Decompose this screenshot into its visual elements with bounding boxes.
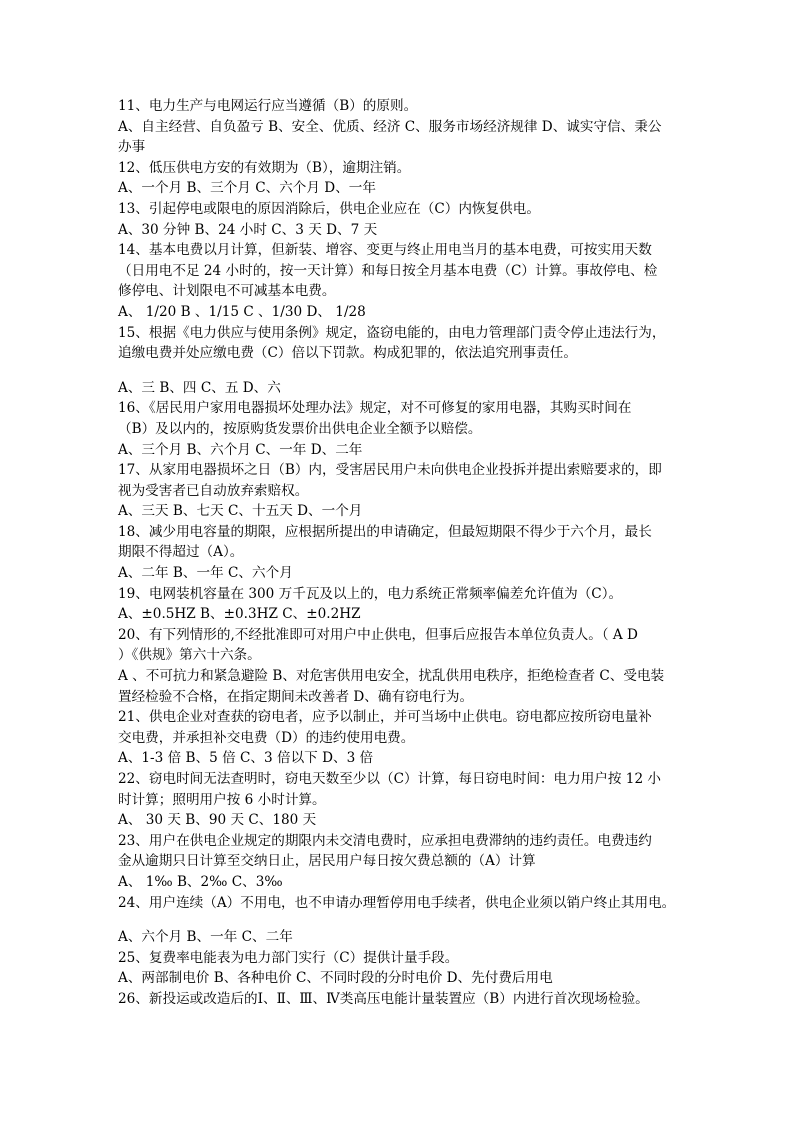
text-line: 视为受害者已自动放弃索赔权。 xyxy=(118,482,309,499)
text-line: 17、从家用电器损坏之日（B）内，受害居民用户未向供电企业投拆并提出索赔要求的，即 xyxy=(118,462,662,479)
text-line: 21、供电企业对查获的窃电者，应予以制止，并可当场中止供电。窃电都应按所窃电量补 xyxy=(118,709,652,726)
text-line: A、±0.5HZ B、±0.3HZ C、±0.2HZ xyxy=(118,606,361,623)
text-line: 交电费，并承担补交电费（D）的违约使用电费。 xyxy=(118,729,415,746)
text-line: A、一个月 B、三个月 C、六个月 D、一年 xyxy=(118,180,376,197)
text-line: 20、有下列情形的,不经批准即可对用户中止供电，但事后应报告本单位负责人。（ A D xyxy=(118,626,638,643)
text-line: 13、引起停电或限电的原因消除后，供电企业应在（C）内恢复供电。 xyxy=(118,200,540,217)
text-line: ）《供规》第六十六条。 xyxy=(118,647,261,664)
text-line: 11、电力生产与电网运行应当遵循（B）的原则。 xyxy=(118,98,418,114)
text-line: （日用电不足 24 小时的，按一天计算）和每日按全月基本电费（C）计算。事故停电、检 xyxy=(118,262,658,279)
text-line: 24、用户连续（A）不用电，也不申请办理暂停用电手续者，供电企业须以销户终止其用电。 xyxy=(118,894,676,911)
text-line: 修停电、计划限电不可减基本电费。 xyxy=(118,283,336,300)
text-line: 办事 xyxy=(118,139,146,156)
text-line: 追缴电费并处应缴电费（C）倍以下罚款。构成犯罪的，依法追究刑事责任。 xyxy=(118,345,577,362)
text-line: A、三个月 B、六个月 C、一年 D、二年 xyxy=(118,441,363,458)
text-line: 19、电网装机容量在 300 万千瓦及以上的，电力系统正常频率偏差允许值为（C）。 xyxy=(118,585,623,602)
text-line: A 、不可抗力和紧急避险 B、对危害供用电安全，扰乱供用电秩序，拒绝检查者 C、受电装 xyxy=(118,668,665,685)
text-line: A、二年 B、一年 C、六个月 xyxy=(118,565,293,582)
text-line: A、1-3 倍 B、5 倍 C、3 倍以下 D、3 倍 xyxy=(118,750,374,767)
text-line: A、自主经营、自负盈亏 B、安全、优质、经济 C、服务市场经济规律 D、诚实守信、秉公 xyxy=(118,118,662,135)
text-line: 置经检验不合格，在指定期间未改善者 D、确有窃电行为。 xyxy=(118,688,474,705)
text-line: 18、减少用电容量的期限，应根据所提出的申请确定，但最短期限不得少于六个月，最长 xyxy=(118,523,652,540)
text-line: A、三 B、四 C、五 D、六 xyxy=(118,379,281,396)
text-line: A、两部制电价 B、各种电价 C、不同时段的分时电价 D、先付费后用电 xyxy=(118,970,553,987)
text-line: 23、用户在供电企业规定的期限内未交清电费时，应承担电费滞纳的违约责任。电费违约 xyxy=(118,832,652,849)
text-line: A、六个月 B、一年 C、二年 xyxy=(118,929,293,946)
text-line: 时计算；照明用户按 6 小时计算。 xyxy=(118,791,326,808)
text-line: A、 30 天 B、90 天 C、180 天 xyxy=(118,812,317,829)
blank-line xyxy=(118,913,692,927)
text-line: 15、根据《电力供应与使用条例》规定，盗窃电能的，由电力管理部门责令停止违法行为， xyxy=(118,324,666,341)
text-line: 金从逾期只日计算至交纳日止，居民用户每日按欠费总额的（A）计算 xyxy=(118,853,536,870)
text-line: A、 1‰ B、2‰ C、3‰ xyxy=(118,873,283,890)
text-line: 22、窃电时间无法查明时，窃电天数至少以（C）计算，每日窃电时间：电力用户按 12 小 xyxy=(118,771,662,787)
text-line: 16、《居民用户家用电器损坏处理办法》规定，对不可修复的家用电器，其购买时间在 xyxy=(118,400,632,417)
text-line: 26、新投运或改造后的Ⅰ、Ⅱ、Ⅲ、Ⅳ类高压电能计量装置应（B）内进行首次现场检验。 xyxy=(118,990,649,1007)
document-body xyxy=(118,96,692,1010)
blank-line xyxy=(118,364,692,378)
text-line: （B）及以内的，按原购货发票价出供电企业全额予以赔偿。 xyxy=(118,420,482,437)
text-line: A、三天 B、七天 C、十五天 D、一个月 xyxy=(118,503,363,520)
text-line: A、30 分钟 B、24 小时 C、3 天 D、7 天 xyxy=(118,221,378,238)
text-line: A、 1/20 B 、1/15 C 、1/30 D、 1/28 xyxy=(118,303,366,320)
text-line: 14、基本电费以月计算，但新装、增容、变更与终止用电当月的基本电费，可按实用天数 xyxy=(118,242,652,259)
text-line: 期限不得超过（A）。 xyxy=(118,544,244,561)
text-line: 12、低压供电方安的有效期为（B），逾期注销。 xyxy=(118,159,411,176)
text-line: 25、复费率电能表为电力部门实行（C）提供计量手段。 xyxy=(118,949,459,966)
